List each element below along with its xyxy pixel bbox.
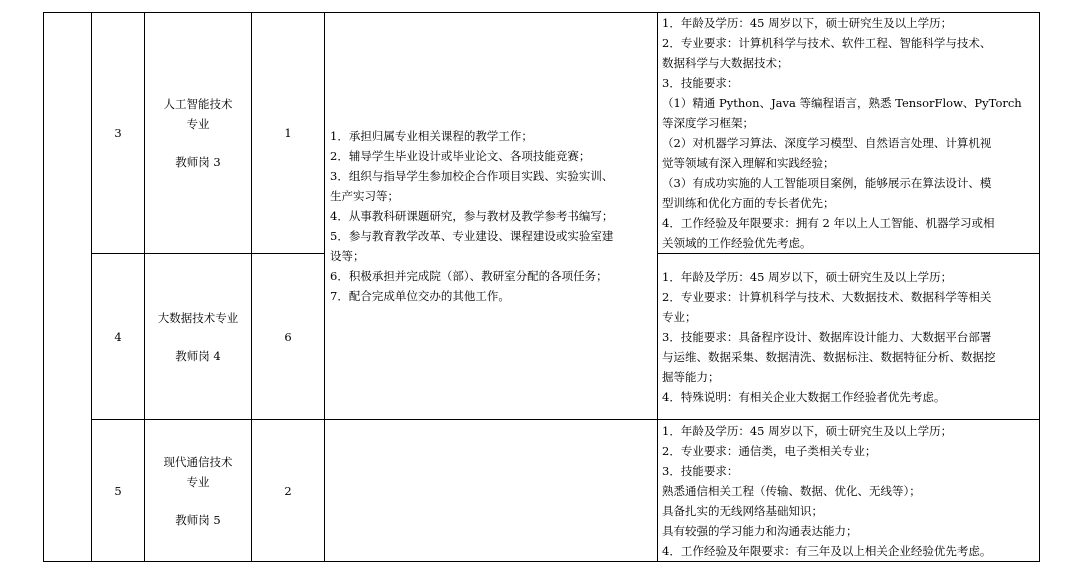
requirement-line: 4．特殊说明：有相关企业大数据工作经验者优先考虑。 bbox=[662, 389, 946, 404]
requirement-line: 3．技能要求： bbox=[662, 76, 739, 90]
post-name: 教师岗 4 bbox=[175, 348, 221, 363]
requirement-line: 2．专业要求：通信类，电子类相关专业； bbox=[662, 443, 877, 458]
requirement-line: 1．年龄及学历：45 周岁以下，硕士研究生及以上学历； bbox=[662, 423, 953, 438]
duty-line: 设等； bbox=[330, 249, 365, 263]
major-post-cell bbox=[145, 420, 252, 562]
requirement-line: 2．专业要求：计算机科学与技术、大数据技术、数据科学等相关 bbox=[662, 289, 992, 304]
duty-line: 2．辅导学生毕业设计或毕业论文、各项技能竞赛； bbox=[330, 149, 591, 163]
major-name: 人工智能技术 bbox=[163, 97, 233, 111]
requirement-line: 型训练和优化方面的专长者优先； bbox=[662, 196, 835, 210]
requirement-line: 3．技能要求： bbox=[662, 463, 739, 478]
requirement-line: （1）精通 Python、Java 等编程语言，熟悉 TensorFlow、PyTorch bbox=[662, 96, 1022, 110]
post-name: 教师岗 3 bbox=[175, 155, 221, 169]
table-row bbox=[44, 13, 1040, 254]
duty-line: 6．积极承担并完成院（部）、教研室分配的各项任务； bbox=[330, 269, 608, 283]
requirement-line: （2）对机器学习算法、深度学习模型、自然语言处理、计算机视 bbox=[662, 136, 992, 150]
requirements-cell bbox=[658, 420, 1040, 562]
requirement-line: 觉等领域有深入理解和实践经验； bbox=[662, 156, 835, 170]
headcount: 1 bbox=[252, 13, 325, 254]
requirement-line: 具备扎实的无线网络基础知识； bbox=[662, 503, 823, 518]
major-name: 大数据技术专业 bbox=[157, 310, 239, 325]
row-number: 4 bbox=[92, 254, 145, 420]
requirement-line: 1．年龄及学历：45 周岁以下，硕士研究生及以上学历； bbox=[662, 269, 953, 284]
major-name-cont: 专业 bbox=[186, 117, 210, 131]
requirement-line: 4．工作经验及年限要求：有三年及以上相关企业经验优先考虑。 bbox=[662, 543, 992, 558]
row-number: 5 bbox=[92, 420, 145, 562]
requirement-line: 专业； bbox=[662, 309, 697, 324]
empty-duties-cell bbox=[325, 420, 658, 562]
headcount: 6 bbox=[252, 254, 325, 420]
major-name: 现代通信技术 bbox=[163, 454, 233, 469]
row-number: 3 bbox=[92, 13, 145, 254]
duty-line: 7．配合完成单位交办的其他工作。 bbox=[330, 289, 510, 303]
duties-cell bbox=[325, 13, 658, 420]
requirement-line: 数据科学与大数据技术； bbox=[662, 56, 789, 70]
blank-column-cell bbox=[44, 13, 92, 562]
duty-line: 1．承担归属专业相关课程的教学工作； bbox=[330, 129, 533, 143]
requirement-line: 具有较强的学习能力和沟通表达能力； bbox=[662, 523, 858, 538]
requirements-cell bbox=[658, 254, 1040, 420]
requirement-line: 1．年龄及学历：45 周岁以下，硕士研究生及以上学历； bbox=[662, 16, 953, 30]
requirement-line: 关领域的工作经验优先考虑。 bbox=[662, 236, 812, 250]
headcount: 2 bbox=[252, 420, 325, 562]
recruitment-table bbox=[43, 12, 1040, 562]
requirement-line: 等深度学习框架； bbox=[662, 116, 754, 130]
major-post-cell bbox=[145, 13, 252, 254]
requirement-line: 3．技能要求：具备程序设计、数据库设计能力、大数据平台部署 bbox=[662, 329, 992, 344]
post-name: 教师岗 5 bbox=[175, 512, 221, 527]
requirement-line: 2．专业要求：计算机科学与技术、软件工程、智能科学与技术、 bbox=[662, 36, 992, 50]
duty-line: 5．参与教育教学改革、专业建设、课程建设或实验室建 bbox=[330, 229, 614, 243]
requirement-line: 掘等能力； bbox=[662, 369, 720, 384]
requirement-line: 熟悉通信相关工程（传输、数据、优化、无线等）； bbox=[662, 483, 921, 498]
duty-line: 4．从事教科研课题研究，参与教材及教学参考书编写； bbox=[330, 209, 614, 223]
major-name-cont: 专业 bbox=[186, 474, 210, 489]
requirement-line: 与运维、数据采集、数据清洗、数据标注、数据特征分析、数据挖 bbox=[662, 349, 996, 364]
requirement-line: （3）有成功实施的人工智能项目案例，能够展示在算法设计、模 bbox=[662, 176, 992, 190]
major-post-cell bbox=[145, 254, 252, 420]
table-row bbox=[44, 420, 1040, 562]
requirement-line: 4．工作经验及年限要求：拥有 2 年以上人工智能、机器学习或相 bbox=[662, 216, 995, 230]
duty-line: 生产实习等； bbox=[330, 189, 399, 203]
requirements-cell bbox=[658, 13, 1040, 254]
duty-line: 3．组织与指导学生参加校企合作项目实践、实验实训、 bbox=[330, 169, 614, 183]
